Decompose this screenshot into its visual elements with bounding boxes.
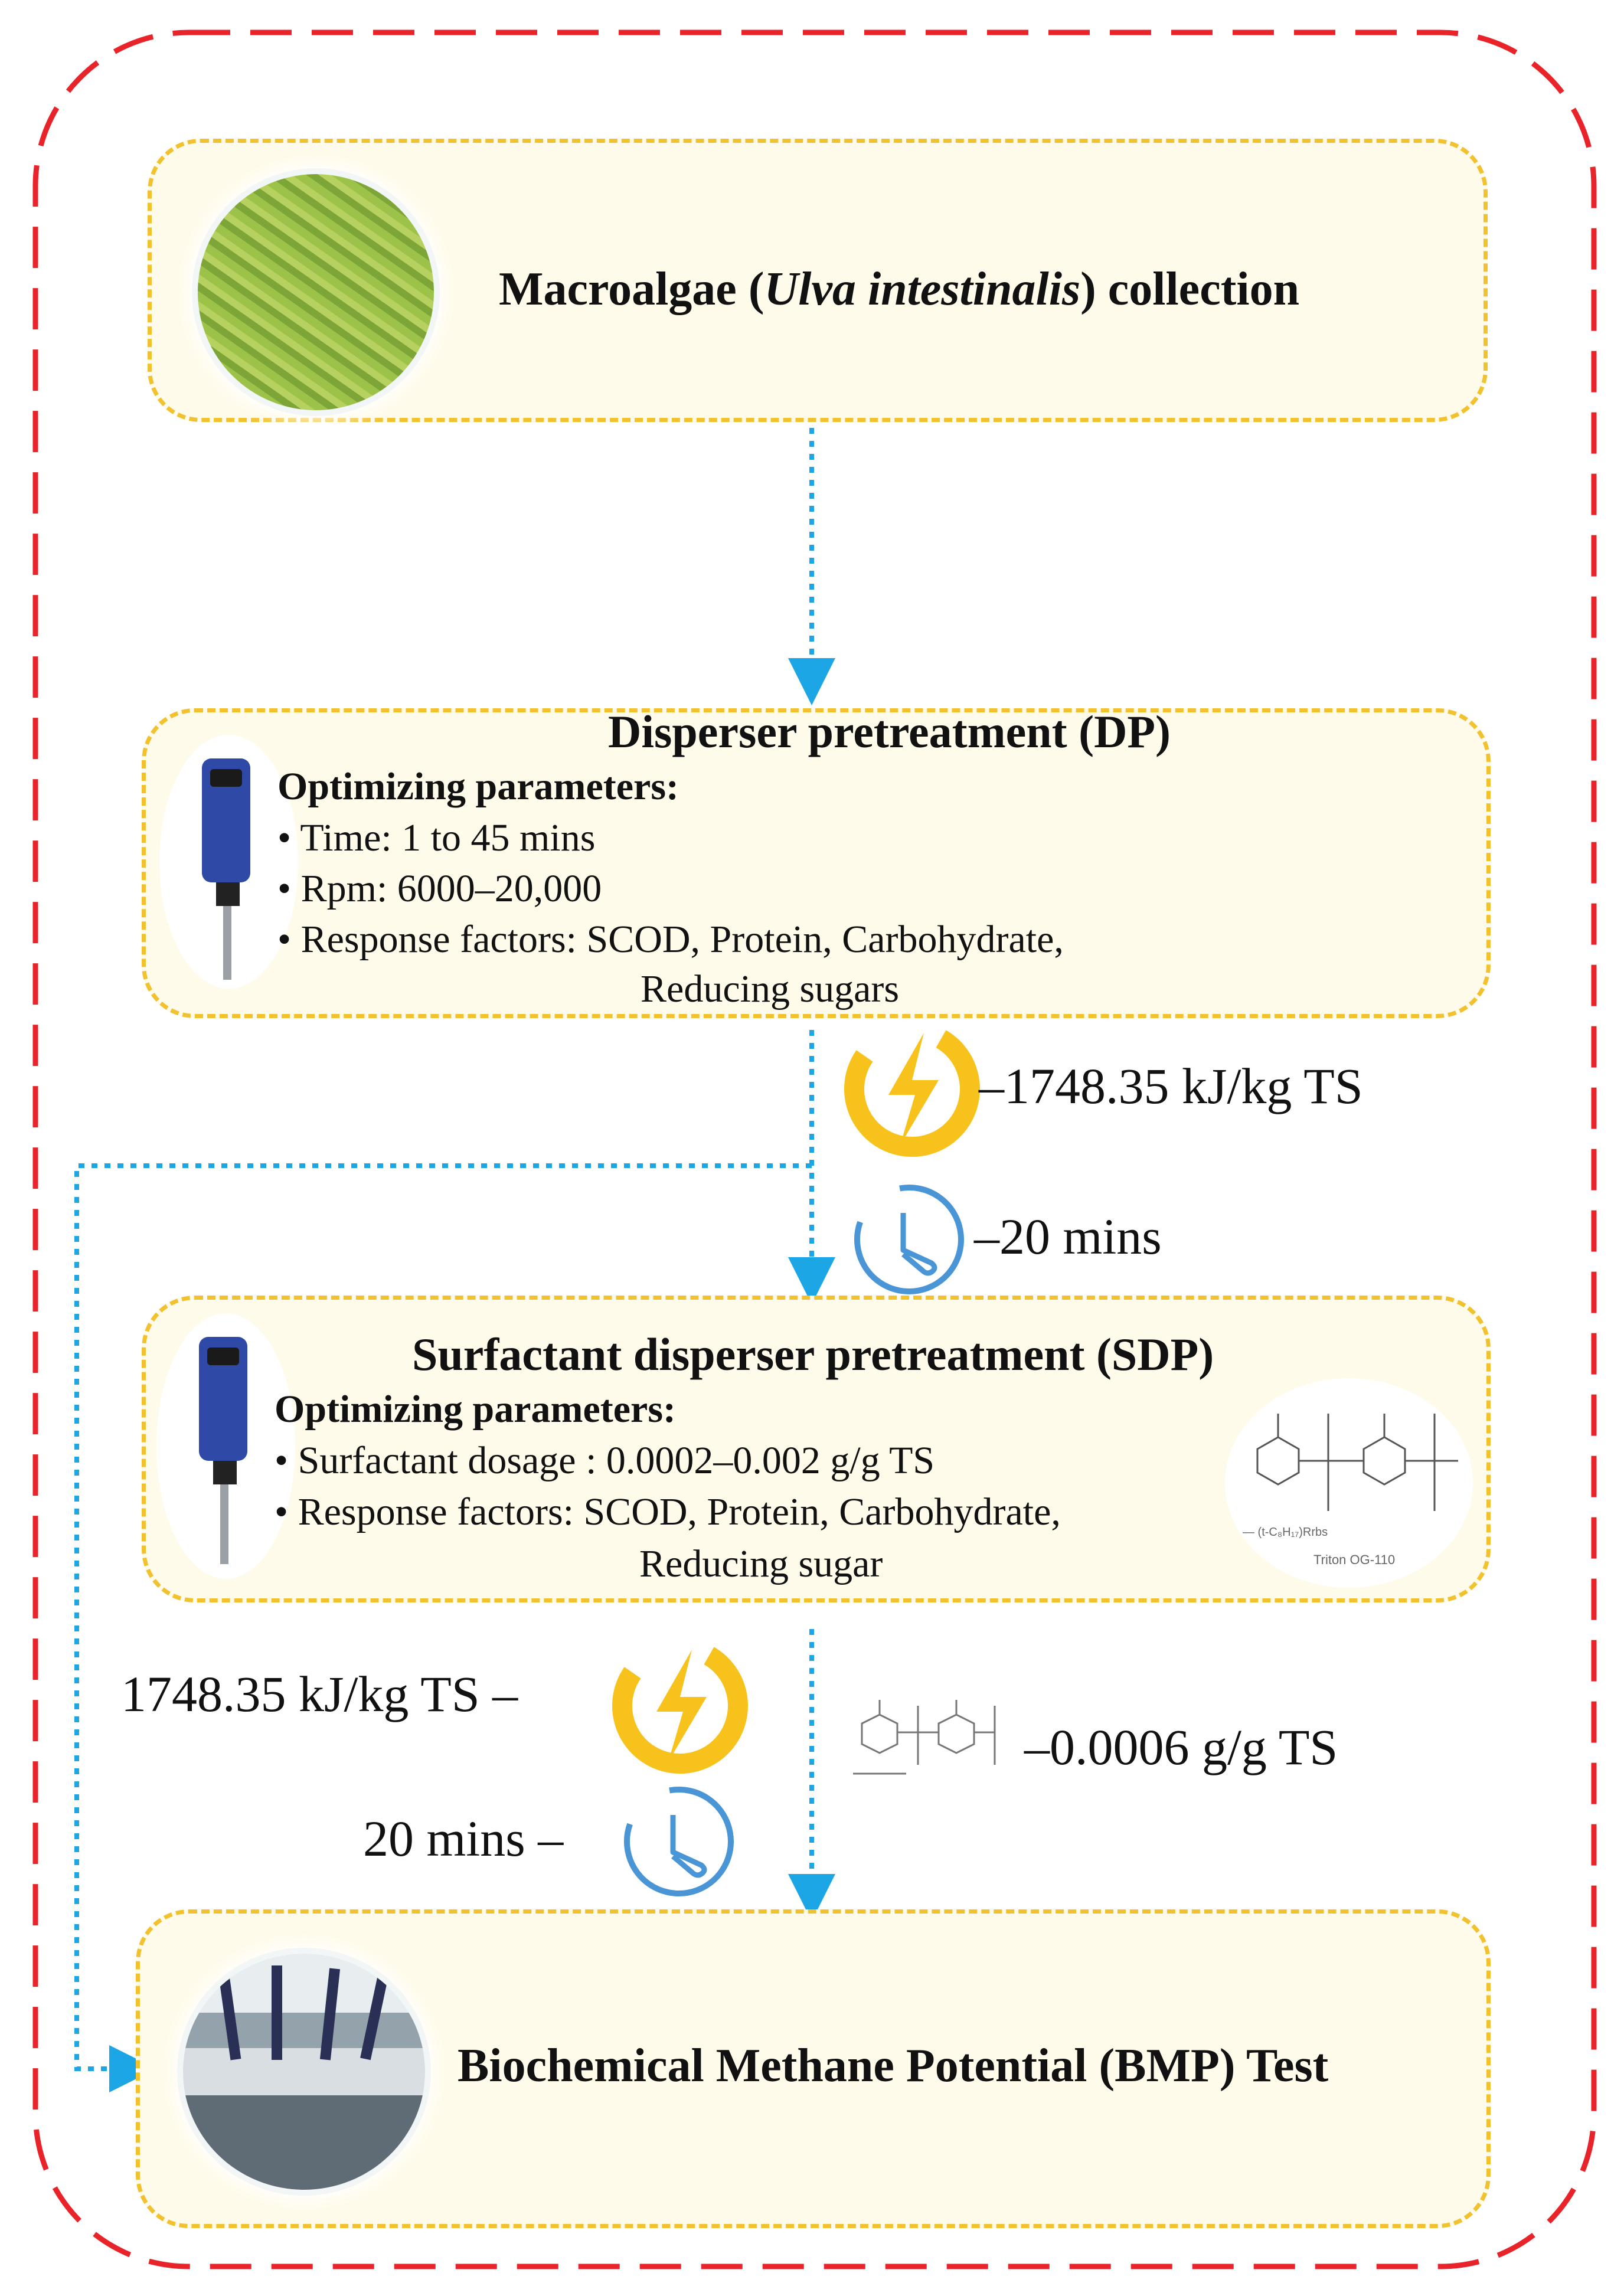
dp-param-response: • Response factors: SCOD, Protein, Carbohydrate, (277, 918, 1064, 961)
sdp-param-response-cont: Reducing sugar (639, 1542, 883, 1585)
macroalgae-photo (198, 174, 434, 410)
dp-param-time: • Time: 1 to 45 mins (277, 816, 596, 859)
species-name: Ulva intestinalis (764, 263, 1081, 315)
collection-title-part: ) collection (1080, 263, 1300, 315)
sdp-title: Surfactant disperser pretreatment (SDP) (412, 1329, 1214, 1380)
sdp-energy-label: 1748.35 kJ/kg TS – (121, 1666, 518, 1722)
dp-title: Disperser pretreatment (DP) (608, 706, 1171, 757)
collection-title-part: Macroalgae ( (499, 263, 764, 315)
energy-bolt-icon (601, 1627, 759, 1785)
dp-param-response-cont: Reducing sugars (641, 967, 900, 1010)
triton-x100-structure (1225, 1378, 1473, 1588)
bmp-title: Biochemical Methane Potential (BMP) Test (458, 2040, 1329, 2092)
dp-energy-label: –1748.35 kJ/kg TS (979, 1058, 1363, 1114)
clock-icon (619, 1781, 739, 1902)
sdp-time-label: 20 mins – (363, 1810, 564, 1867)
sdp-dosage-label: –0.0006 g/g TS (1024, 1719, 1338, 1775)
dp-param-rpm: • Rpm: 6000–20,000 (277, 867, 602, 910)
sdp-param-response: • Response factors: SCOD, Protein, Carbohydrate, (275, 1490, 1061, 1533)
triton-caption: Triton OG-110 (1313, 1552, 1396, 1567)
dp-params-heading: Optimizing parameters: (277, 765, 679, 808)
dp-time-label: –20 mins (974, 1208, 1162, 1265)
sdp-params-heading: Optimizing parameters: (275, 1388, 677, 1431)
bmp-lab-photo (183, 1954, 425, 2190)
collection-title (499, 263, 1299, 316)
clock-icon (849, 1179, 969, 1300)
energy-bolt-icon (833, 1010, 991, 1168)
triton-formula: — (t-C₈H₁₇)Rrbs (1243, 1526, 1328, 1539)
triton-structure-small-icon (853, 1700, 995, 1774)
sdp-param-dosage: • Surfactant dosage : 0.0002–0.002 g/g TS (275, 1439, 935, 1482)
